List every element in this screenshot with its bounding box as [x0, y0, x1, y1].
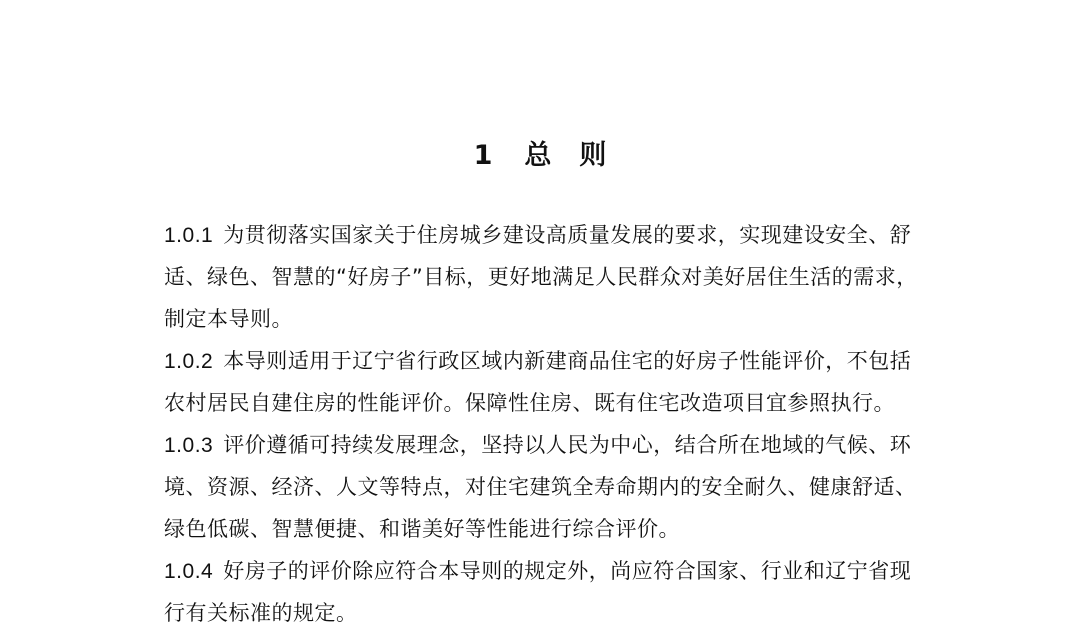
- clause-1-0-3-line-1: [164, 424, 924, 466]
- chapter-title-char-1: 总: [524, 140, 552, 171]
- clause-text: 评价遵循可持续发展理念，坚持以人民为中心，结合所在地域的气候、环: [223, 433, 912, 457]
- clause-number: 1.0.2: [164, 350, 214, 373]
- chapter-body: [164, 214, 924, 634]
- clause-1-0-4-line-2: 行有关标准的规定。: [164, 601, 358, 625]
- clause-1-0-1-line-1: [164, 214, 924, 256]
- clause-text: 本导则适用于辽宁省行政区域内新建商品住宅的好房子性能评价，不包括: [223, 349, 912, 373]
- clause-1-0-1-line-2: 适、绿色、智慧的“好房子”目标，更好地满足人民群众对美好居住生活的需求，: [164, 265, 918, 289]
- clause-1-0-2-line-2: 农村居民自建住房的性能评价。保障性住房、既有住宅改造项目宜参照执行。: [164, 391, 895, 415]
- clause-number: 1.0.4: [164, 560, 214, 583]
- chapter-title: [0, 136, 1080, 176]
- clause-1-0-2-line-1: [164, 340, 924, 382]
- clause-1-0-3-line-3: 绿色低碳、智慧便捷、和谐美好等性能进行综合评价。: [164, 517, 680, 541]
- clause-text: 好房子的评价除应符合本导则的规定外，尚应符合国家、行业和辽宁省现: [223, 559, 912, 583]
- clause-1-0-1-line-3: 制定本导则。: [164, 307, 293, 331]
- chapter-number: 1: [473, 140, 493, 171]
- clause-1-0-4-line-1: [164, 550, 924, 592]
- chapter-title-char-2: 则: [579, 140, 607, 171]
- clause-number: 1.0.1: [164, 224, 214, 247]
- clause-text: 为贯彻落实国家关于住房城乡建设高质量发展的要求，实现建设安全、舒: [223, 223, 912, 247]
- clause-1-0-3-line-2: 境、资源、经济、人文等特点，对住宅建筑全寿命期内的安全耐久、健康舒适、: [164, 475, 917, 499]
- clause-number: 1.0.3: [164, 434, 214, 457]
